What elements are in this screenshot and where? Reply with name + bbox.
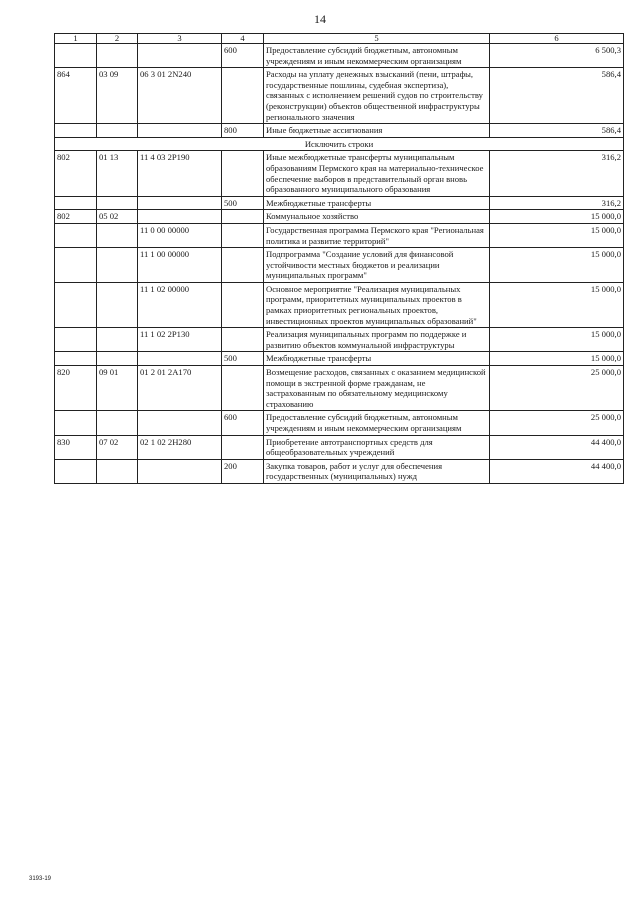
table-row: [55, 435, 624, 459]
section-code-cell: [97, 328, 138, 352]
table-row: [55, 459, 624, 483]
target-item-code-cell: 02 1 02 2H280: [138, 435, 222, 459]
admin-code-cell: [55, 352, 97, 366]
admin-code-cell: [55, 124, 97, 138]
expense-name-cell: Межбюджетные трансферты: [264, 196, 490, 210]
header-col-5: 5: [264, 34, 490, 44]
admin-code-cell: 864: [55, 68, 97, 124]
admin-code-cell: [55, 248, 97, 283]
amount-cell: 6 500,3: [490, 44, 624, 68]
admin-code-cell: 820: [55, 366, 97, 411]
expense-type-code-cell: [222, 68, 264, 124]
section-code-cell: [97, 411, 138, 435]
table-row: [55, 282, 624, 327]
expense-name-cell: Предоставление субсидий бюджетным, автономным учреждениям и иным некоммерческим организациям: [264, 411, 490, 435]
expense-name-cell: Реализация муниципальных программ по поддержке и развитию объектов коммунальной инфраструктуры: [264, 328, 490, 352]
expense-name-cell: Иные межбюджетные трансферты муниципальным образованиям Пермского края на материально-техническое обеспечение выборов в представительный орган вновь образованного муниципального образования: [264, 151, 490, 196]
amount-cell: 44 400,0: [490, 435, 624, 459]
table-row: [55, 124, 624, 138]
admin-code-cell: [55, 459, 97, 483]
page-number: 14: [314, 12, 326, 26]
table-row: [55, 196, 624, 210]
table-row: [55, 328, 624, 352]
table-body: [55, 44, 624, 484]
amount-cell: 316,2: [490, 151, 624, 196]
target-item-code-cell: 11 0 00 00000: [138, 223, 222, 247]
amount-cell: 586,4: [490, 68, 624, 124]
section-code-cell: 05 02: [97, 210, 138, 224]
target-item-code-cell: [138, 210, 222, 224]
header-col-3: 3: [138, 34, 222, 44]
table-row: [55, 68, 624, 124]
admin-code-cell: [55, 411, 97, 435]
amount-cell: 586,4: [490, 124, 624, 138]
amount-cell: 15 000,0: [490, 282, 624, 327]
expense-name-cell: Подпрограмма "Создание условий для финансовой устойчивости местных бюджетов и реализации муниципальных программ": [264, 248, 490, 283]
admin-code-cell: 830: [55, 435, 97, 459]
section-code-cell: 07 02: [97, 435, 138, 459]
table-row: [55, 411, 624, 435]
expense-type-code-cell: [222, 366, 264, 411]
expense-name-cell: Расходы на уплату денежных взысканий (пени, штрафы, государственные пошлины, судебная экспертиза), связанных с исполнением решений судов по строительству (реконструкции) объектов общественной инфраструктуры регионального значения: [264, 68, 490, 124]
expense-type-code-cell: 500: [222, 196, 264, 210]
admin-code-cell: [55, 196, 97, 210]
table-row: [55, 210, 624, 224]
target-item-code-cell: [138, 352, 222, 366]
section-code-cell: [97, 124, 138, 138]
target-item-code-cell: [138, 44, 222, 68]
expense-type-code-cell: 500: [222, 352, 264, 366]
section-code-cell: [97, 352, 138, 366]
target-item-code-cell: 06 3 01 2N240: [138, 68, 222, 124]
header-row: [55, 34, 624, 44]
amount-cell: 15 000,0: [490, 328, 624, 352]
expense-type-code-cell: [222, 328, 264, 352]
expense-name-cell: Государственная программа Пермского края "Региональная политика и развитие территорий": [264, 223, 490, 247]
expense-type-code-cell: [222, 435, 264, 459]
budget-table: [54, 33, 624, 484]
section-row: [55, 137, 624, 151]
target-item-code-cell: 11 1 02 00000: [138, 282, 222, 327]
section-code-cell: [97, 459, 138, 483]
admin-code-cell: [55, 328, 97, 352]
expense-name-cell: Возмещение расходов, связанных с оказанием медицинской помощи в экстренной форме гражданам, не застрахованным по обязательному медицинскому страхованию: [264, 366, 490, 411]
expense-name-cell: Основное мероприятие "Реализация муниципальных программ, приоритетных муниципальных проектов в рамках приоритетных региональных проектов, инвестиционных проектов муниципальных образований": [264, 282, 490, 327]
target-item-code-cell: [138, 196, 222, 210]
expense-type-code-cell: [222, 248, 264, 283]
table-row: [55, 248, 624, 283]
section-code-cell: [97, 196, 138, 210]
target-item-code-cell: 11 4 03 2P190: [138, 151, 222, 196]
expense-name-cell: Приобретение автотранспортных средств для общеобразовательных учреждений: [264, 435, 490, 459]
expense-name-cell: Межбюджетные трансферты: [264, 352, 490, 366]
admin-code-cell: 802: [55, 210, 97, 224]
amount-cell: 44 400,0: [490, 459, 624, 483]
section-code-cell: 01 13: [97, 151, 138, 196]
table-row: [55, 366, 624, 411]
section-code-cell: [97, 44, 138, 68]
amount-cell: 15 000,0: [490, 248, 624, 283]
table-row: [55, 223, 624, 247]
amount-cell: 316,2: [490, 196, 624, 210]
header-col-1: 1: [55, 34, 97, 44]
expense-type-code-cell: [222, 210, 264, 224]
admin-code-cell: [55, 44, 97, 68]
expense-type-code-cell: [222, 282, 264, 327]
section-code-cell: [97, 223, 138, 247]
target-item-code-cell: [138, 124, 222, 138]
target-item-code-cell: 11 1 00 00000: [138, 248, 222, 283]
admin-code-cell: [55, 223, 97, 247]
expense-type-code-cell: [222, 151, 264, 196]
expense-type-code-cell: 800: [222, 124, 264, 138]
section-code-cell: [97, 248, 138, 283]
expense-name-cell: Предоставление субсидий бюджетным, автономным учреждениям и иным некоммерческим организациям: [264, 44, 490, 68]
target-item-code-cell: [138, 459, 222, 483]
admin-code-cell: [55, 282, 97, 327]
expense-type-code-cell: 600: [222, 411, 264, 435]
amount-cell: 15 000,0: [490, 352, 624, 366]
admin-code-cell: 802: [55, 151, 97, 196]
expense-type-code-cell: 600: [222, 44, 264, 68]
target-item-code-cell: 01 2 01 2A170: [138, 366, 222, 411]
table-row: [55, 44, 624, 68]
expense-type-code-cell: 200: [222, 459, 264, 483]
document-code: 3193-19: [29, 876, 52, 882]
header-col-4: 4: [222, 34, 264, 44]
amount-cell: 25 000,0: [490, 411, 624, 435]
expense-name-cell: Иные бюджетные ассигнования: [264, 124, 490, 138]
table-row: [55, 151, 624, 196]
header-col-6: 6: [490, 34, 624, 44]
expense-name-cell: Коммунальное хозяйство: [264, 210, 490, 224]
section-code-cell: [97, 282, 138, 327]
section-code-cell: 09 01: [97, 366, 138, 411]
expense-name-cell: Закупка товаров, работ и услуг для обеспечения государственных (муниципальных) нужд: [264, 459, 490, 483]
amount-cell: 25 000,0: [490, 366, 624, 411]
section-code-cell: 03 09: [97, 68, 138, 124]
target-item-code-cell: 11 1 02 2P130: [138, 328, 222, 352]
header-col-2: 2: [97, 34, 138, 44]
amount-cell: 15 000,0: [490, 210, 624, 224]
table-row: [55, 352, 624, 366]
section-title: Исключить строки: [55, 137, 624, 151]
target-item-code-cell: [138, 411, 222, 435]
expense-type-code-cell: [222, 223, 264, 247]
amount-cell: 15 000,0: [490, 223, 624, 247]
